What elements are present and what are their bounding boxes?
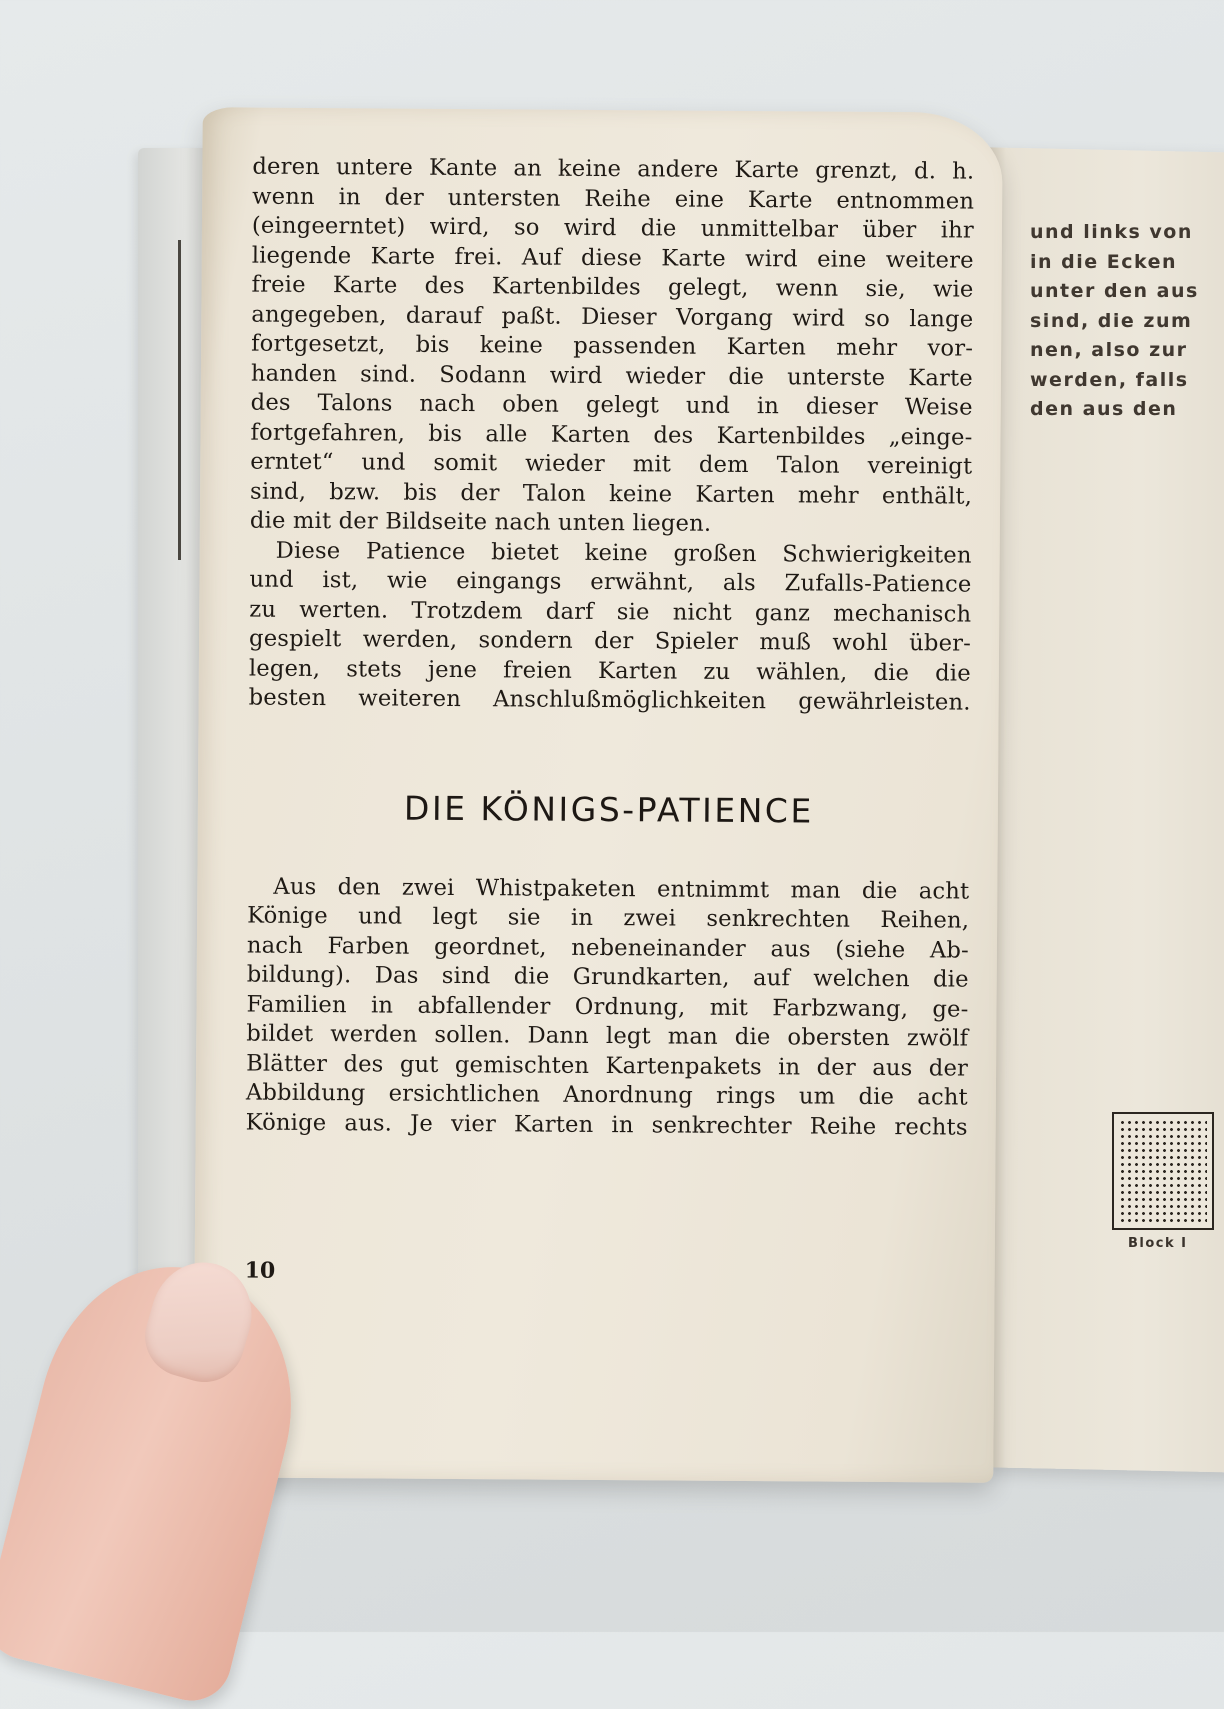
text-line: Könige aus. Je vier Karten in senkrechter Reihe rechts <box>245 1109 968 1141</box>
text-line: angegeben, darauf paßt. Dieser Vorgang wird so lange <box>251 301 974 333</box>
facing-line: und links von <box>1030 221 1193 243</box>
facing-line: unter den aus <box>1030 280 1199 302</box>
text-line: Abbildung ersichtlichen Anordnung rings um die acht <box>245 1079 968 1111</box>
text-line: Aus den zwei Whistpaketen entnimmt man die acht <box>273 873 970 905</box>
text-line: nach Farben geordnet, nebeneinander aus (siehe Ab- <box>246 932 970 964</box>
page-content <box>246 153 975 1143</box>
text-line: die mit der Bildseite nach unten liegen. <box>249 507 712 537</box>
paragraph-3 <box>246 872 970 1143</box>
paragraph-1 <box>250 153 975 542</box>
binding-shadow-line <box>178 240 181 560</box>
text-line: freie Karte des Kartenbildes gelegt, wenn sie, wie <box>251 271 974 303</box>
text-line: fortgesetzt, bis keine passenden Karten mehr vor- <box>251 330 974 362</box>
text-line: sind, bzw. bis der Talon keine Karten mehr enthält, <box>250 478 973 510</box>
section-heading: DIE KÖNIGS-PATIENCE <box>403 788 814 831</box>
text-line: Familien in abfallender Ordnung, mit Farbzwang, ge- <box>246 991 969 1023</box>
text-line: bildung). Das sind die Grundkarten, auf welchen die <box>246 961 969 993</box>
text-line: deren untere Kante an keine andere Karte grenzt, d. h. <box>252 153 975 185</box>
paragraph-2 <box>249 536 972 718</box>
text-line: des Talons nach oben gelegt und in dieser Weise <box>250 389 973 421</box>
facing-line: werden, falls <box>1030 368 1189 391</box>
facing-page-text <box>1030 218 1224 425</box>
text-line: legen, stets jene freien Karten zu wählen, die die <box>248 655 971 687</box>
text-line: liegende Karte frei. Auf diese Karte wird eine weitere <box>251 242 974 274</box>
text-line: besten weiteren Anschlußmöglichkeiten gewährleisten. <box>248 684 971 716</box>
page-number: 10 <box>244 1257 276 1284</box>
text-line: handen sind. Sodann wird wieder die unterste Karte <box>250 360 974 392</box>
facing-line: in die Ecken <box>1030 250 1178 273</box>
text-line: Könige und legt sie in zwei senkrechten Reihen, <box>247 902 970 934</box>
facing-line: nen, also zur <box>1030 339 1188 361</box>
facing-line: den aus den <box>1030 398 1178 420</box>
text-line: erntet“ und somit wieder mit dem Talon vereinigt <box>250 448 973 480</box>
text-line: gespielt werden, sondern der Spieler muß wohl über- <box>248 625 972 657</box>
text-line: und ist, wie eingangs erwähnt, als Zufalls-Patience <box>249 566 972 598</box>
text-line: zu werten. Trotzdem darf sie nicht ganz mechanisch <box>249 596 972 628</box>
text-line: fortgefahren, bis alle Karten des Kartenbildes „einge- <box>250 419 973 451</box>
text-line: (eingeerntet) wird, so wird die unmittelbar über ihr <box>251 212 975 244</box>
text-line: Blätter des gut gemischten Kartenpakets in der aus der <box>246 1050 969 1082</box>
figure-caption: Block I <box>1128 1236 1188 1251</box>
figure-dot-pattern <box>1119 1119 1207 1223</box>
facing-line: sind, die zum <box>1030 309 1193 332</box>
book-page <box>193 107 1003 1483</box>
card-layout-figure <box>1112 1112 1214 1230</box>
text-line: bildet werden sollen. Dann legt man die obersten zwölf <box>246 1020 969 1052</box>
text-line: wenn in der untersten Reihe eine Karte entnommen <box>252 183 975 215</box>
text-line: Diese Patience bietet keine großen Schwierigkeiten <box>275 537 972 569</box>
